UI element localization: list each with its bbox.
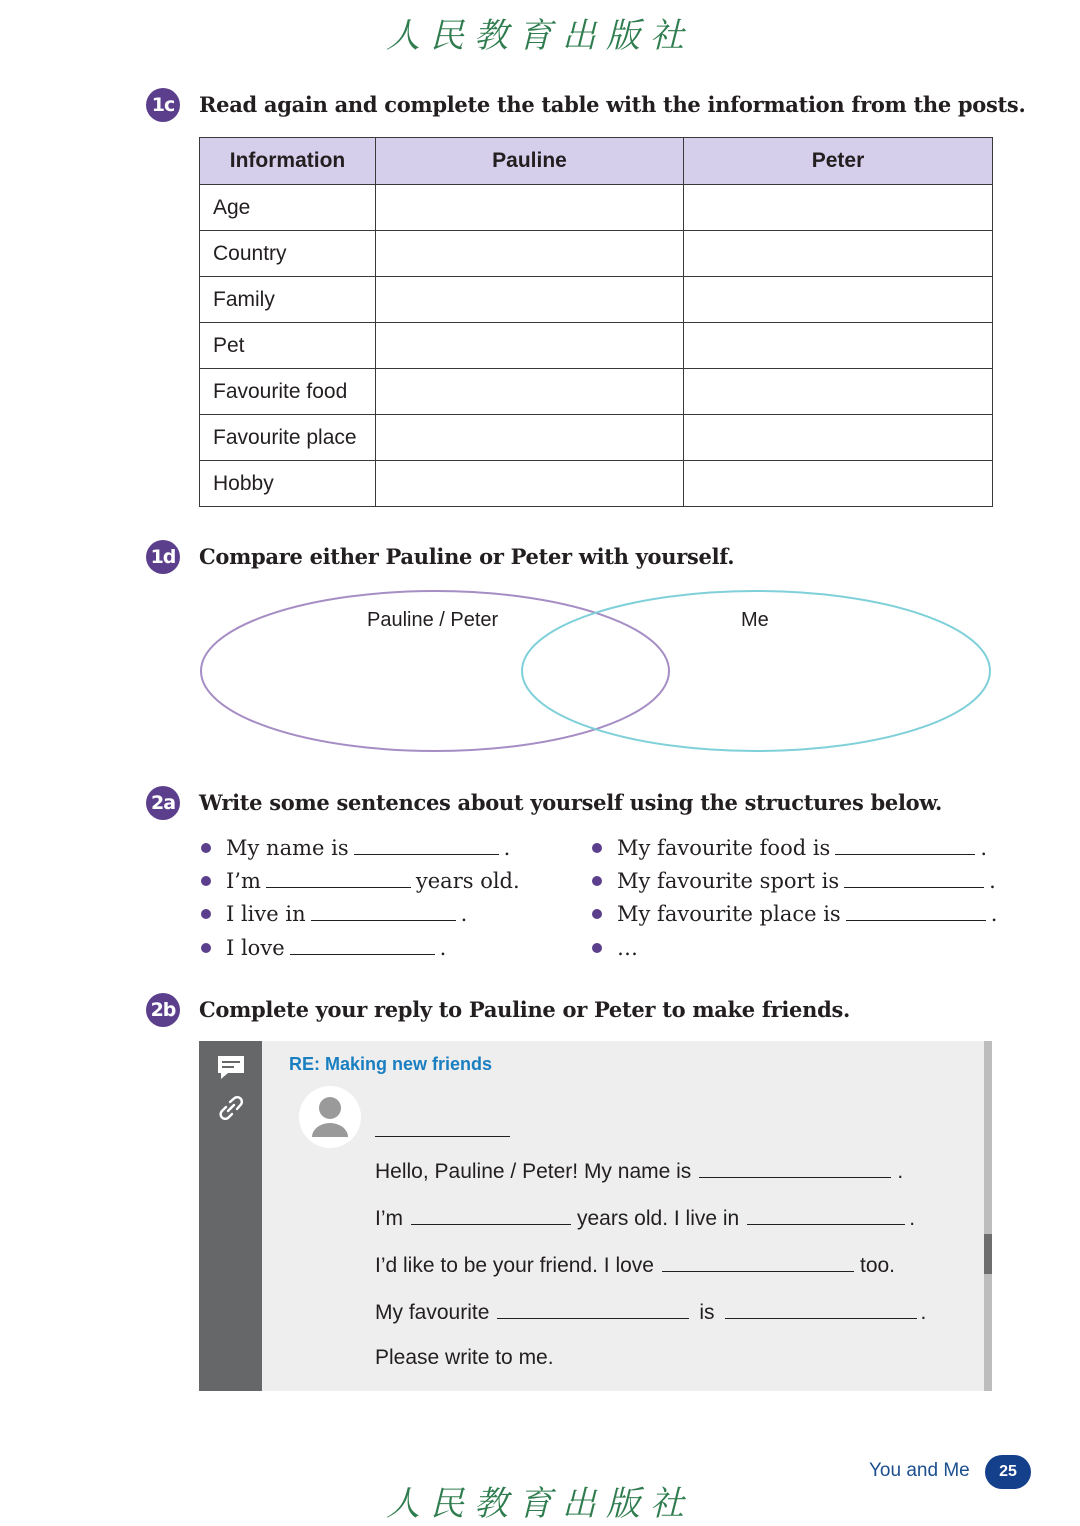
instruction-1d: Compare either Pauline or Peter with yourself. — [199, 544, 735, 569]
item-text: … — [617, 936, 638, 960]
post-sidebar — [199, 1041, 262, 1391]
row-label-age: Age — [200, 185, 376, 231]
list-item — [592, 898, 997, 930]
reply-text: . — [920, 1301, 927, 1324]
item-text: My favourite food is — [617, 836, 831, 860]
row-label-hobby: Hobby — [200, 461, 376, 507]
exercise-badge-2a: 2a — [146, 786, 180, 820]
bullet-icon — [592, 943, 602, 953]
publisher-logo: 人民教育出版社 — [386, 16, 694, 56]
reply-line-3 — [375, 1253, 895, 1278]
venn-diagram — [195, 585, 995, 757]
bullet-icon — [201, 843, 211, 853]
post-scrollbar[interactable] — [984, 1041, 992, 1391]
blank-field[interactable] — [844, 869, 984, 888]
exercise-badge-2b: 2b — [146, 993, 180, 1027]
answer-cell-peter[interactable] — [684, 415, 993, 461]
item-text: My name is — [226, 836, 349, 860]
venn-label-pauline-peter: Pauline / Peter — [367, 609, 499, 631]
reply-line-1 — [375, 1159, 903, 1184]
reply-text: My favourite — [375, 1301, 490, 1324]
answer-cell-peter[interactable] — [684, 369, 993, 415]
column-header-pauline: Pauline — [376, 138, 684, 185]
blank-field[interactable] — [290, 936, 435, 955]
item-text: . — [503, 836, 511, 860]
item-text: . — [990, 902, 998, 926]
item-text: I’m — [226, 869, 261, 893]
blank-field[interactable] — [497, 1300, 689, 1319]
blank-field[interactable] — [662, 1253, 854, 1272]
reply-text: years old. I live in — [577, 1207, 740, 1230]
table-row — [200, 415, 993, 461]
answer-cell-pauline[interactable] — [376, 369, 684, 415]
item-text: . — [460, 902, 468, 926]
blank-field[interactable] — [747, 1206, 905, 1225]
bullet-icon — [592, 909, 602, 919]
answer-cell-pauline[interactable] — [376, 461, 684, 507]
row-label-country: Country — [200, 231, 376, 277]
blank-field[interactable] — [411, 1206, 571, 1225]
avatar-icon — [299, 1086, 361, 1148]
answer-cell-peter[interactable] — [684, 231, 993, 277]
item-text: I live in — [226, 902, 306, 926]
link-icon[interactable] — [216, 1093, 246, 1123]
answer-cell-peter[interactable] — [684, 277, 993, 323]
reply-line-2 — [375, 1206, 915, 1231]
reply-line-5: Please write to me. — [375, 1346, 554, 1369]
table-row — [200, 461, 993, 507]
blank-field[interactable] — [699, 1159, 891, 1178]
blank-field[interactable] — [835, 836, 975, 855]
blank-field[interactable] — [266, 869, 411, 888]
item-text: I love — [226, 936, 285, 960]
bullet-icon — [201, 943, 211, 953]
blank-field[interactable] — [354, 836, 499, 855]
post-scrollbar-thumb[interactable] — [984, 1234, 992, 1274]
item-text: My favourite sport is — [617, 869, 840, 893]
reply-post-panel — [199, 1041, 992, 1391]
answer-cell-pauline[interactable] — [376, 415, 684, 461]
section-title: You and Me — [869, 1460, 970, 1481]
list-item — [592, 832, 987, 864]
reply-text: Hello, Pauline / Peter! My name is — [375, 1160, 692, 1183]
item-text: years old. — [415, 869, 520, 893]
instruction-1c: Read again and complete the table with the information from the posts. — [199, 92, 1026, 117]
list-item — [592, 865, 996, 897]
answer-cell-peter[interactable] — [684, 323, 993, 369]
list-item — [592, 932, 638, 964]
publisher-logo-footer: 人民教育出版社 — [386, 1484, 694, 1524]
blank-field[interactable] — [725, 1300, 917, 1319]
row-label-favourite-place: Favourite place — [200, 415, 376, 461]
name-blank-field[interactable] — [375, 1136, 510, 1137]
reply-text: too. — [859, 1254, 896, 1277]
row-label-pet: Pet — [200, 323, 376, 369]
venn-label-me: Me — [741, 609, 769, 631]
answer-cell-pauline[interactable] — [376, 185, 684, 231]
row-label-favourite-food: Favourite food — [200, 369, 376, 415]
reply-text: . — [909, 1207, 916, 1230]
reply-text: I’m — [375, 1207, 403, 1230]
reply-text: I’d like to be your friend. I love — [375, 1254, 654, 1277]
item-text: My favourite place is — [617, 902, 841, 926]
answer-cell-pauline[interactable] — [376, 231, 684, 277]
table-row — [200, 231, 993, 277]
answer-cell-peter[interactable] — [684, 185, 993, 231]
answer-cell-pauline[interactable] — [376, 323, 684, 369]
exercise-badge-1d: 1d — [146, 540, 180, 574]
column-header-peter: Peter — [684, 138, 993, 185]
post-title: RE: Making new friends — [289, 1054, 493, 1074]
answer-cell-peter[interactable] — [684, 461, 993, 507]
reply-line-4 — [375, 1300, 926, 1325]
item-text: . — [980, 836, 988, 860]
answer-cell-pauline[interactable] — [376, 277, 684, 323]
list-item — [201, 898, 467, 930]
table-row — [200, 323, 993, 369]
list-item — [201, 865, 520, 897]
blank-field[interactable] — [846, 902, 986, 921]
reply-text: . — [897, 1160, 904, 1183]
table-row — [200, 185, 993, 231]
column-header-information: Information — [200, 138, 376, 185]
item-text: . — [989, 869, 996, 893]
instruction-2b: Complete your reply to Pauline or Peter to make friends. — [199, 997, 850, 1022]
table-row — [200, 369, 993, 415]
bullet-icon — [592, 876, 602, 886]
page-number-badge: 25 — [985, 1455, 1031, 1489]
table-header-row — [200, 138, 993, 185]
blank-field[interactable] — [311, 902, 456, 921]
exercise-badge-1c: 1c — [146, 88, 180, 122]
bullet-icon — [201, 876, 211, 886]
instruction-2a: Write some sentences about yourself using the structures below. — [199, 790, 943, 815]
comment-icon[interactable] — [216, 1054, 246, 1080]
list-item — [201, 932, 446, 964]
bullet-icon — [592, 843, 602, 853]
list-item — [201, 832, 510, 864]
info-table — [199, 137, 993, 507]
item-text: . — [439, 936, 447, 960]
bullet-icon — [201, 909, 211, 919]
row-label-family: Family — [200, 277, 376, 323]
table-row — [200, 277, 993, 323]
reply-text: is — [699, 1301, 715, 1324]
